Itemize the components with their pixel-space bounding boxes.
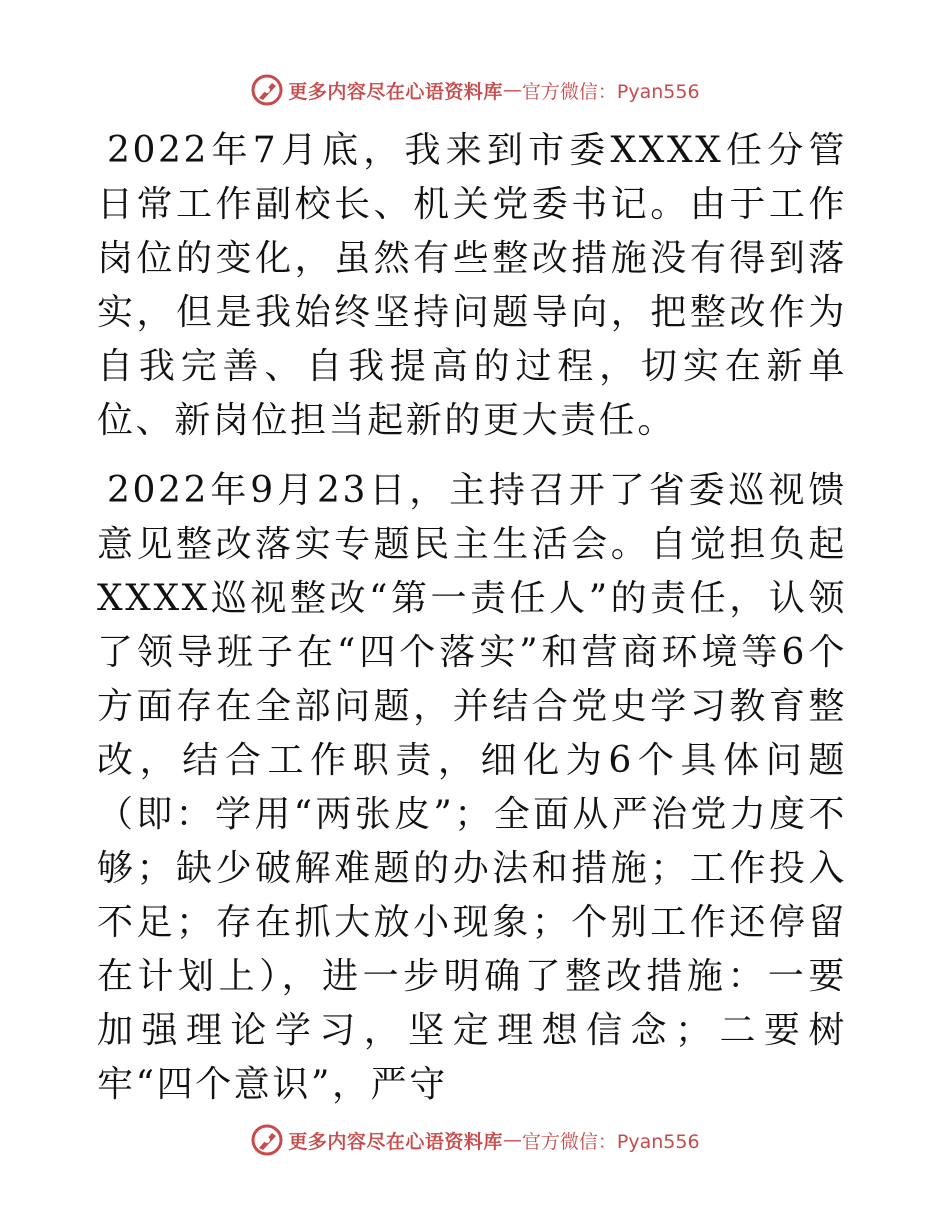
footer-banner-title: 更多内容尽在心语资料库 (288, 1130, 503, 1153)
footer-banner (0, 1120, 950, 1160)
pen-circle-logo-icon (250, 1123, 284, 1157)
footer-banner-separator: — (502, 1129, 522, 1151)
pen-circle-logo-icon (250, 73, 284, 107)
header-banner (0, 70, 950, 110)
paragraph-2-text: 2022年9月23日，主持召开了省委巡视馈意见整改落实专题民主生活会。自觉担负起XXXX巡视整改“第一责任人”的责任，认领了领导班子在“四个落实”和营商环境等6个方面存在全部问题，并结合党史学习教育整改，结合工作职责，细化为6个具体问题（即：学用“两张皮”；全面从严治党力度不够；缺少破解难题的办法和措施；工作投入不足；存在抓大放小现象；个别工作还停留在计划上），进一步明确了整改措施：一要加强理论学习，坚定理想信念；二要树牢“四个意识”，严守 (97, 470, 847, 1105)
document-body (97, 124, 847, 1128)
paragraph-2 (97, 464, 847, 1112)
footer-banner-wechat: 官方微信：Pyan556 (521, 1130, 700, 1153)
paragraph-1-text: 2022年7月底，我来到市委XXXX任分管日常工作副校长、机关党委书记。由于工作岗位的变化，虽然有些整改措施没有得到落实，但是我始终坚持问题导向，把整改作为自我完善、自我提高的过程，切实在新单位、新岗位担当起新的更大责任。 (97, 130, 847, 441)
banner-title: 更多内容尽在心语资料库 (288, 80, 503, 103)
paragraph-1 (97, 124, 847, 448)
banner-wechat: 官方微信：Pyan556 (521, 80, 700, 103)
banner-separator: — (502, 79, 522, 101)
